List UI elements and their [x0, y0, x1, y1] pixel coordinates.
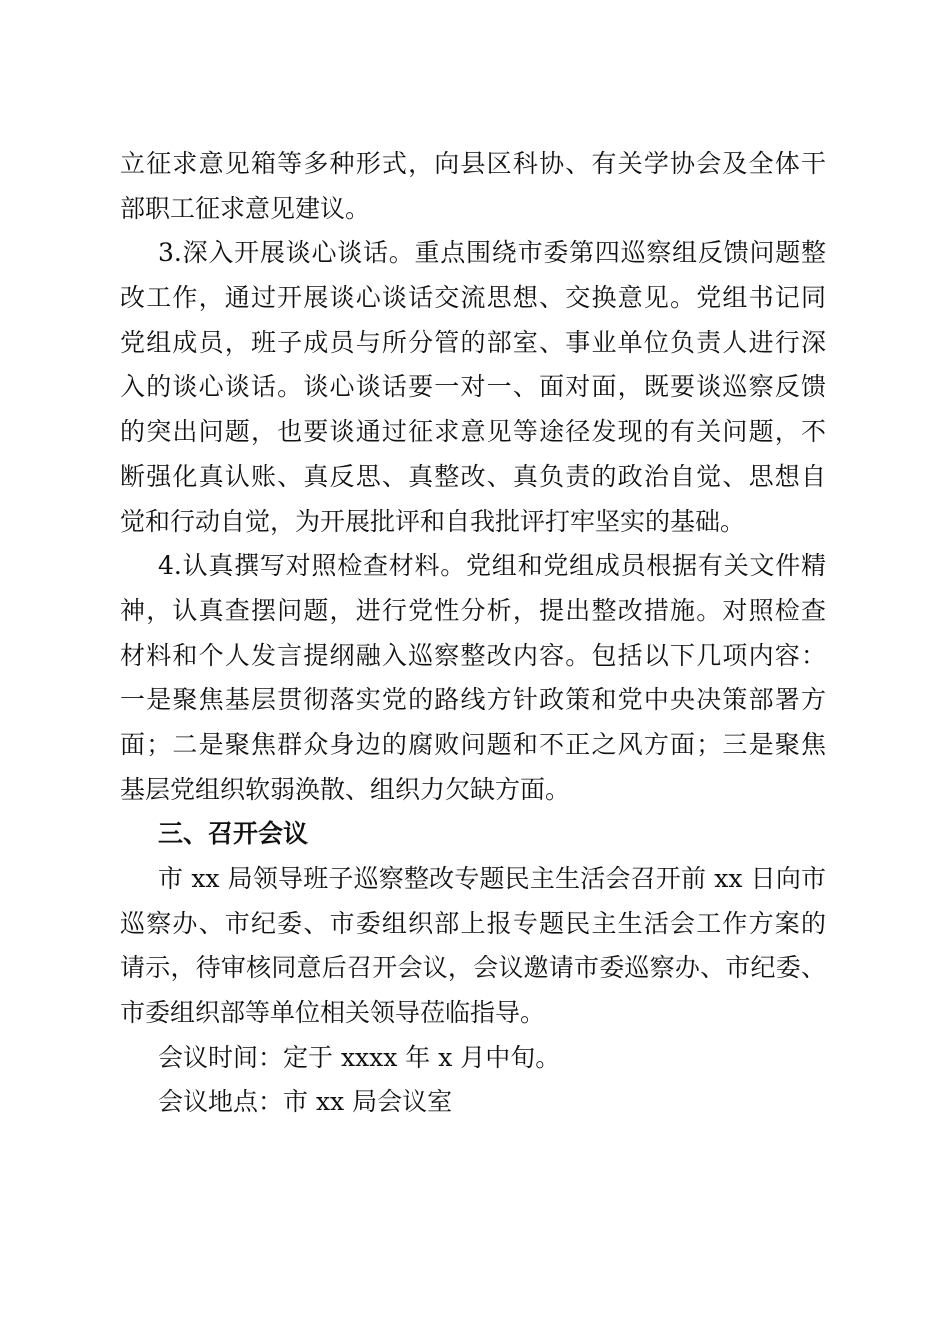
- text-line: 4.认真撰写对照检查材料。党组和党组成员根据有关文件精: [158, 551, 826, 581]
- text-line: 面；二是聚焦群众身边的腐败问题和不正之风方面；三是聚焦: [120, 729, 826, 759]
- text-line: 立征求意见箱等多种形式，向县区科协、有关学协会及全体干: [120, 149, 826, 178]
- text-line: 入的谈心谈话。谈心谈话要一对一、面对面，既要谈巡察反馈: [120, 372, 826, 402]
- text-line: 断强化真认账、真反思、真整改、真负责的政治自觉、思想自: [120, 461, 826, 491]
- paragraph: [120, 857, 826, 1036]
- document-page: [120, 142, 826, 1125]
- text-line: 请示，待审核同意后召开会议，会议邀请市委巡察办、市纪委、: [120, 953, 826, 983]
- text-line: 会议时间：定于 xxxx 年 x 月中旬。: [158, 1042, 561, 1072]
- text-line: 材料和个人发言提纲融入巡察整改内容。包括以下几项内容：: [120, 640, 826, 670]
- text-line: 3.深入开展谈心谈话。重点围绕市委第四巡察组反馈问题整: [158, 238, 826, 268]
- paragraph: [120, 1036, 826, 1081]
- text-line: 市委组织部等单位相关领导莅临指导。: [120, 998, 546, 1028]
- paragraph: [120, 231, 826, 544]
- text-line: 觉和行动自觉，为开展批评和自我批评打牢坚实的基础。: [120, 506, 746, 536]
- text-line: 市 xx 局领导班子巡察整改专题民主生活会召开前 xx 日向市: [158, 864, 826, 893]
- text-line: 三、召开会议: [158, 819, 309, 849]
- text-line: 党组成员，班子成员与所分管的部室、事业单位负责人进行深: [120, 327, 826, 357]
- text-line: 巡察办、市纪委、市委组织部上报专题民主生活会工作方案的: [120, 908, 826, 938]
- text-line: 的突出问题，也要谈通过征求意见等途径发现的有关问题，不: [120, 417, 826, 447]
- text-line: 一是聚焦基层贯彻落实党的路线方针政策和党中央决策部署方: [120, 685, 826, 715]
- text-line: 会议地点：市 xx 局会议室: [158, 1087, 453, 1117]
- paragraph: [120, 544, 826, 812]
- section-heading: [120, 812, 826, 857]
- text-line: 部职工征求意见建议。: [120, 193, 371, 223]
- text-line: 改工作，通过开展谈心谈话交流思想、交换意见。党组书记同: [120, 283, 826, 313]
- paragraph: [120, 142, 826, 231]
- text-line: 神，认真查摆问题，进行党性分析，提出整改措施。对照检查: [120, 595, 826, 625]
- paragraph: [120, 1080, 826, 1125]
- text-line: 基层党组织软弱涣散、组织力欠缺方面。: [120, 774, 571, 804]
